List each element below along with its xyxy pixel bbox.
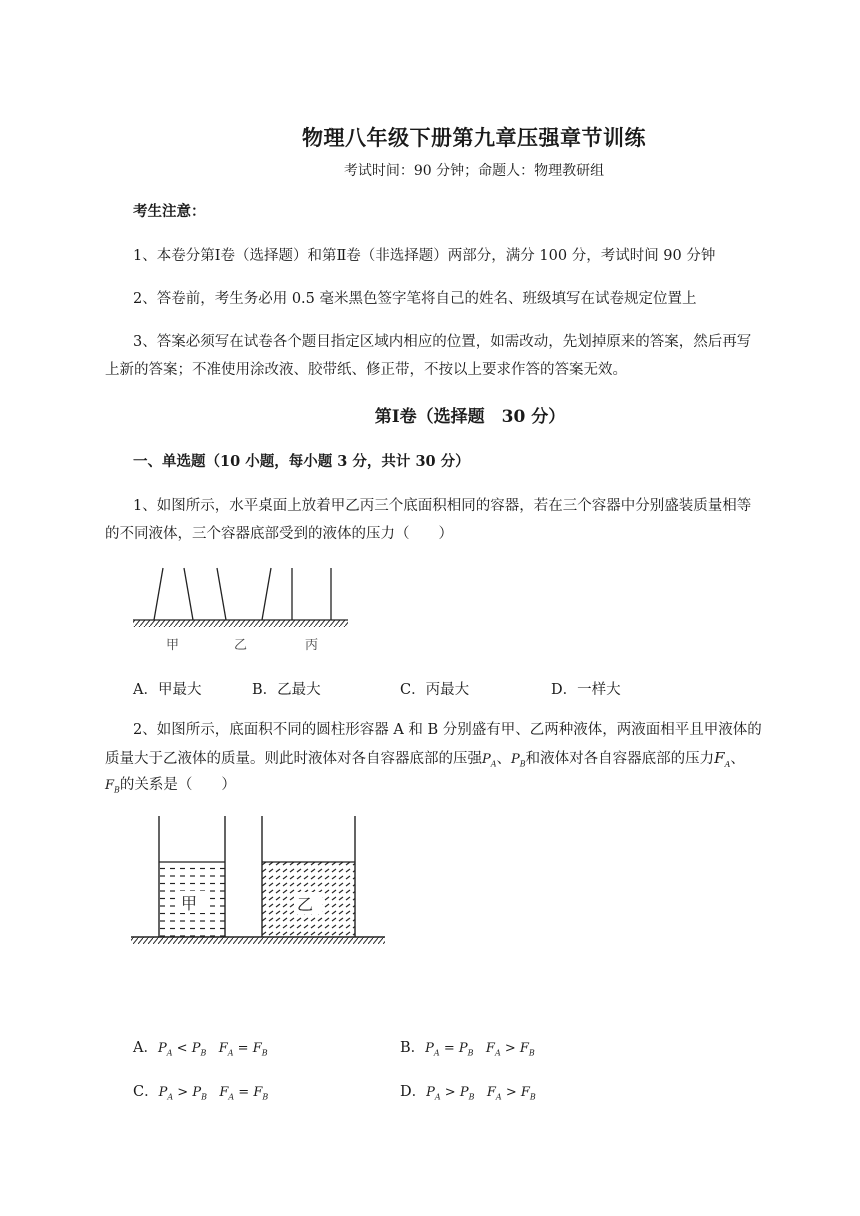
notice-item-1: 1、本卷分第Ⅰ卷（选择题）和第Ⅱ卷（非选择题）两部分，满分 100 分，考试时间 90 分钟 [133,248,716,264]
q2-text-line2: 质量大于乙液体的质量。则此时液体对各自容器底部的压强$P_A$、$P_B$和液体对各自容器底部的压力$F_A$、 [105,749,745,769]
notice-item-2: 2、答卷前，考生务必用 0.5 毫米黑色签字笔将自己的姓名、班级填写在试卷规定位置上 [133,291,697,307]
q1-option-b[interactable]: B．乙最大 [252,682,321,698]
label-bing: 丙 [305,638,319,653]
table-hatch [133,620,348,627]
q2-option-b[interactable]: B．$P_A = P_B$ $F_A > F_B$ [400,1040,535,1058]
q2-cylinders-figure [128,812,390,950]
label-jia: 甲 [166,638,180,653]
q1-option-a[interactable]: A．甲最大 [133,682,202,698]
section-title: 第Ⅰ卷（选择题 30 分） [374,407,566,427]
q1-text-line2: 的不同液体，三个容器底部受到的液体的压力（ ） [105,526,453,542]
q1-text-line1: 1、如图所示，水平桌面上放着甲乙丙三个底面积相同的容器，若在三个容器中分别盛装质量相等 [133,498,752,514]
notice-item-3-cont: 上新的答案；不准使用涂改液、胶带纸、修正带，不按以上要求作答的答案无效。 [105,362,627,378]
notice-item-3: 3、答案必须写在试卷各个题目指定区域内相应的位置，如需改动，先划掉原来的答案，然后再写 [133,334,752,350]
label-jia: 甲 [181,894,198,913]
label-yi: 乙 [234,638,248,653]
q2-text-line3: $F_B$的关系是（ ） [105,777,236,795]
q1-option-d[interactable]: D．一样大 [551,682,621,698]
part-heading: 一、单选题（10 小题，每小题 3 分，共计 30 分） [133,453,470,470]
page-title: 物理八年级下册第九章压强章节训练 [302,125,646,150]
notice-heading: 考生注意： [133,203,206,220]
exam-subtitle: 考试时间：90 分钟；命题人：物理教研组 [343,163,605,179]
q1-containers-figure [130,560,355,660]
q2-option-c[interactable]: C．$P_A > P_B$ $F_A = F_B$ [133,1084,269,1102]
ground-hatch [131,937,385,944]
label-yi: 乙 [297,895,314,914]
q1-option-c[interactable]: C．丙最大 [400,682,470,698]
container-yi-right-wall [262,568,271,620]
container-jia-left-wall [154,568,163,620]
container-yi-left-wall [217,568,226,620]
q2-option-a[interactable]: A．$P_A < P_B$ $F_A = F_B$ [133,1040,268,1058]
q2-option-d[interactable]: D．$P_A > P_B$ $F_A > F_B$ [400,1084,536,1102]
q2-text-line1: 2、如图所示，底面积不同的圆柱形容器 A 和 B 分别盛有甲、乙两种液体，两液面相平且甲液体的 [133,722,762,738]
container-jia-right-wall [184,568,193,620]
